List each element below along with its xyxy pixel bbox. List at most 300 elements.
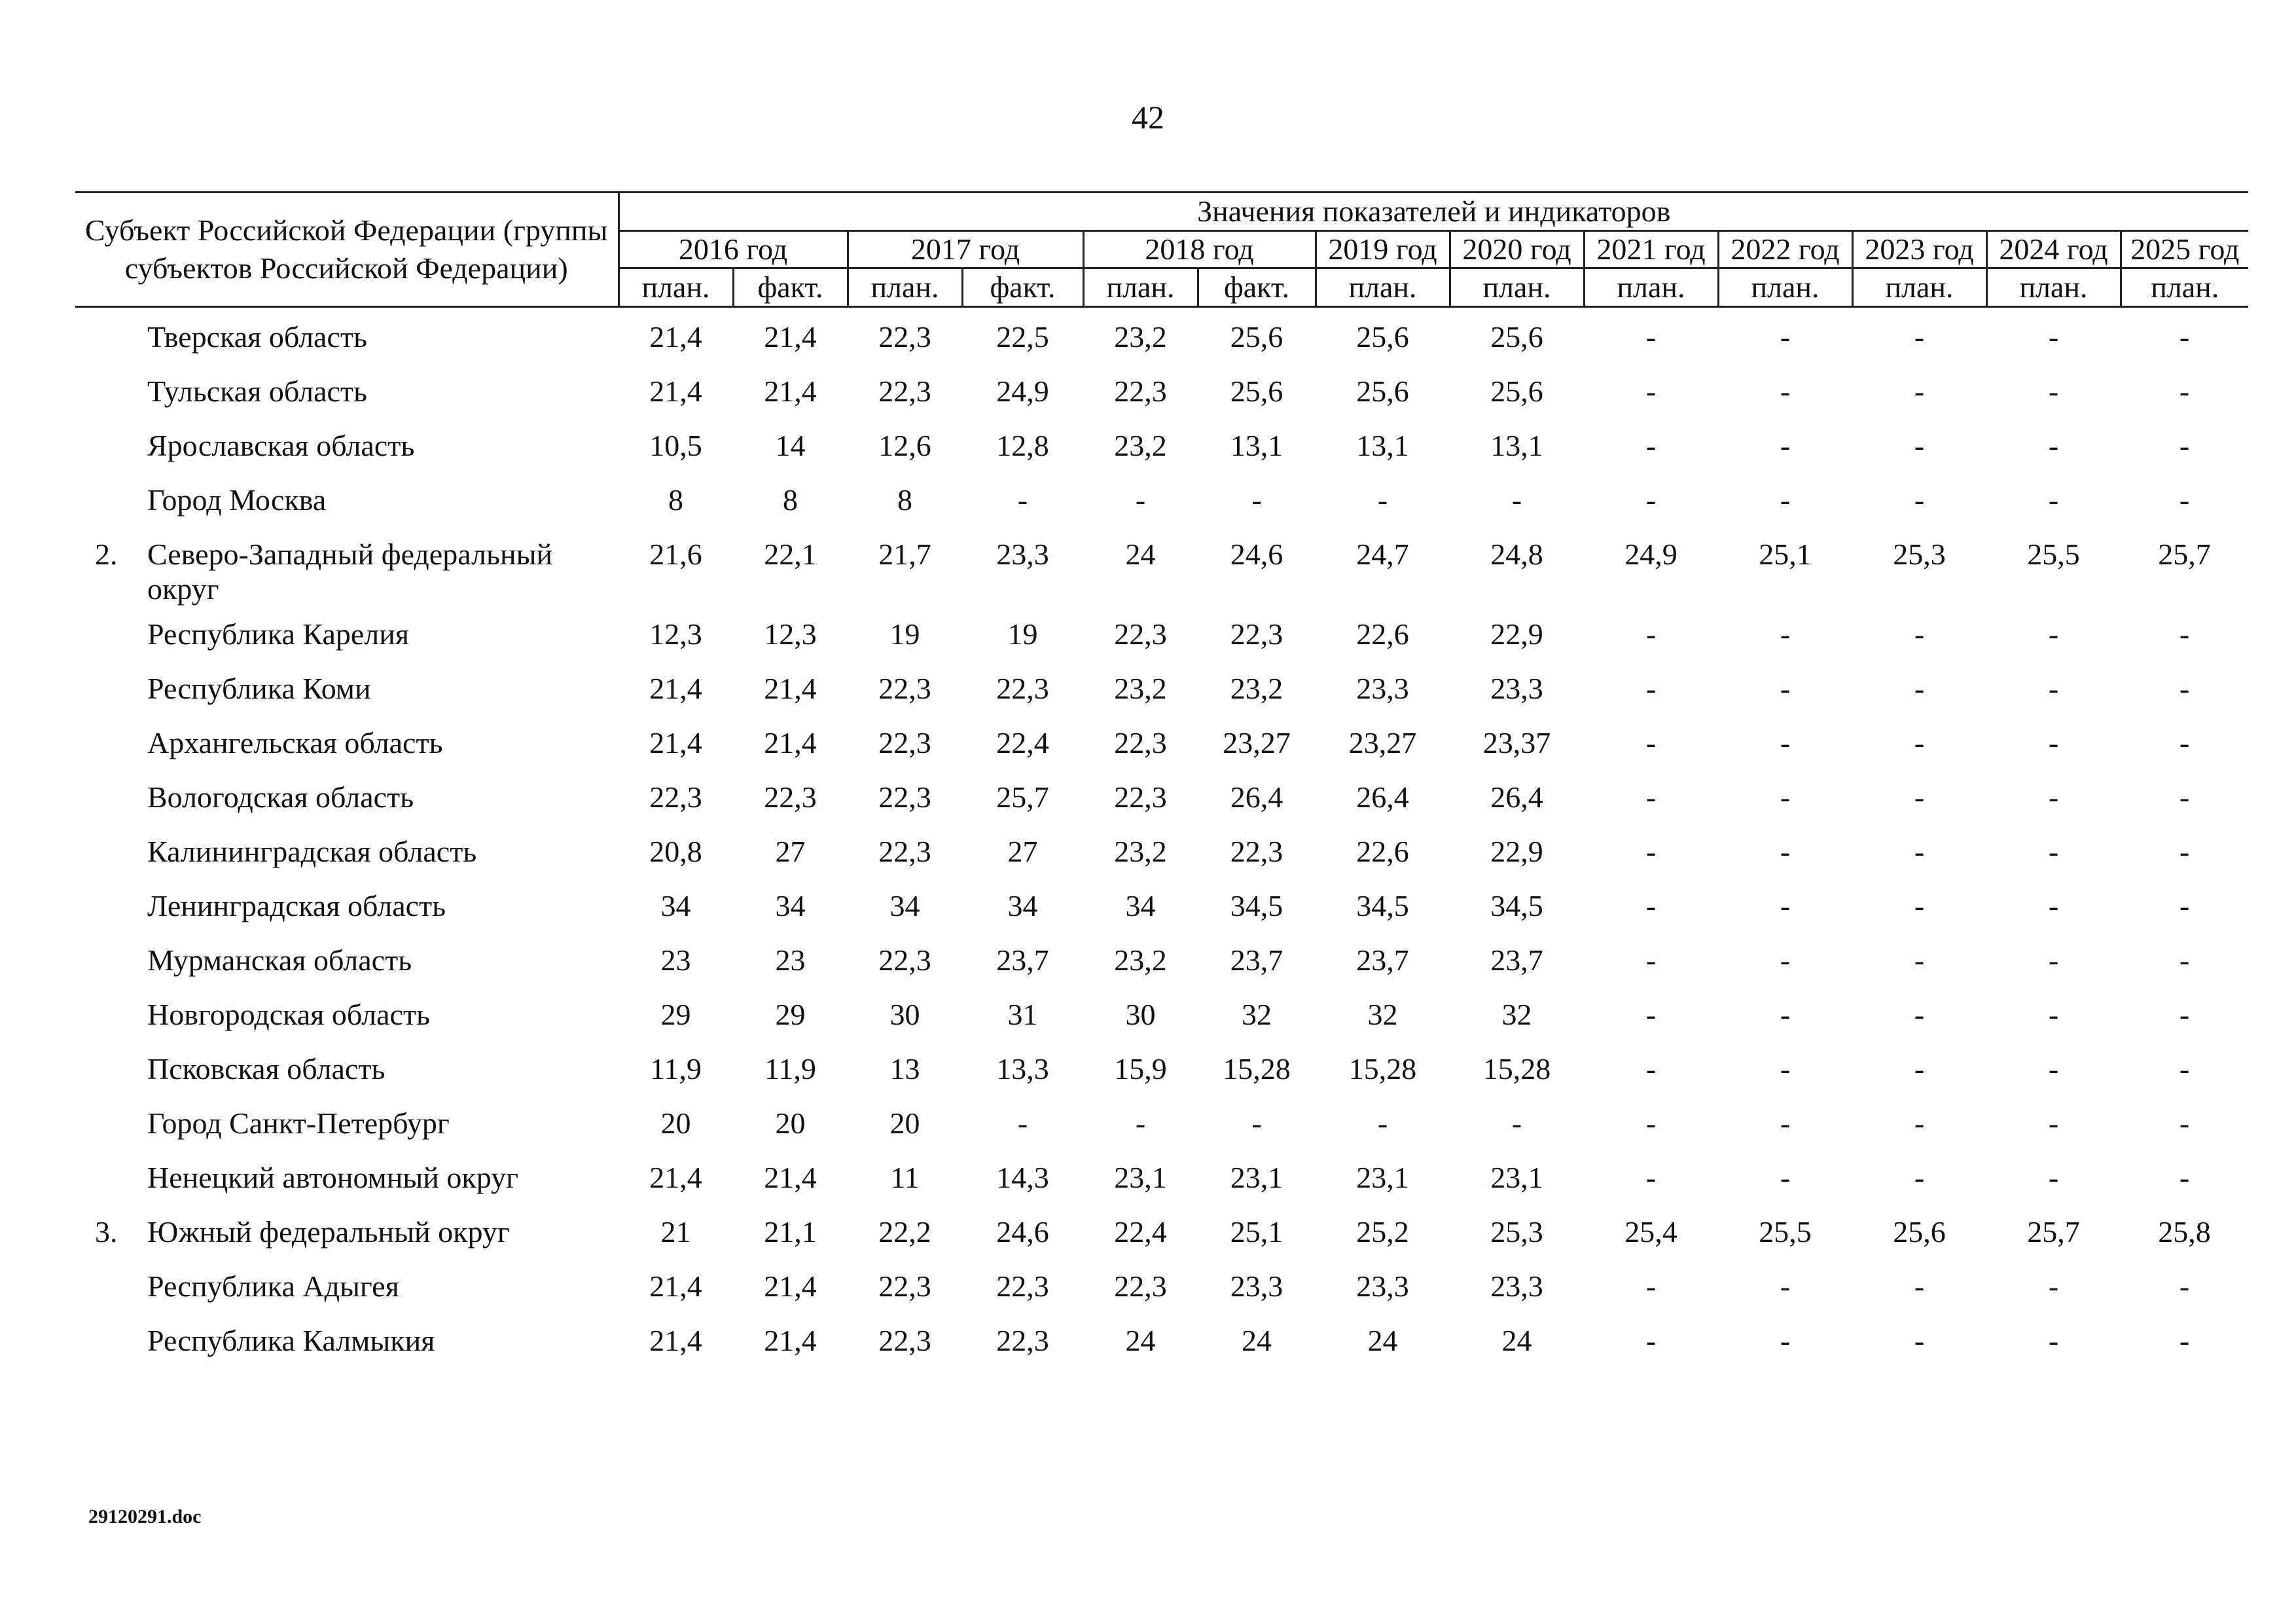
value-cell: - xyxy=(1914,1324,1925,1357)
value-cell: 23 xyxy=(660,943,691,977)
region-name: Вологодская область xyxy=(147,780,414,814)
value-cell: 22,3 xyxy=(1114,1269,1167,1303)
value-cell: 22,3 xyxy=(1114,617,1167,651)
value-cell: - xyxy=(2179,1106,2190,1140)
row-number xyxy=(75,1323,147,1377)
value-cell: 22,4 xyxy=(1114,1215,1167,1249)
table-row xyxy=(75,1160,2248,1214)
value-cell: 20 xyxy=(660,1106,691,1140)
table-row xyxy=(75,888,2248,943)
year-header: 2020 год xyxy=(1450,231,1584,268)
table-row xyxy=(75,1269,2248,1323)
value-cell: 22,3 xyxy=(1114,726,1167,759)
table-row xyxy=(75,537,2248,617)
value-cell: 29 xyxy=(660,998,691,1031)
value-cell: 25,5 xyxy=(1759,1215,1812,1249)
value-cell: 34 xyxy=(1007,889,1038,922)
value-cell: 24 xyxy=(1367,1324,1398,1357)
value-cell: 25,6 xyxy=(1230,374,1283,408)
value-cell: 23,2 xyxy=(1230,672,1283,705)
value-cell: 21,4 xyxy=(649,1269,702,1303)
value-cell: - xyxy=(1251,483,1262,517)
row-number xyxy=(75,943,147,997)
fact-header: факт. xyxy=(962,268,1083,307)
value-cell: 25,6 xyxy=(1356,320,1409,354)
value-cell: 25,7 xyxy=(996,780,1049,814)
region-name: Республика Адыгея xyxy=(147,1269,399,1303)
value-cell: - xyxy=(2048,780,2059,814)
value-cell: 12,3 xyxy=(764,617,817,651)
row-number xyxy=(75,483,147,537)
value-cell: - xyxy=(2048,429,2059,462)
region-name: Тульская область xyxy=(147,374,367,408)
plan-header: план. xyxy=(848,268,962,307)
value-cell: - xyxy=(1780,1324,1791,1357)
value-cell: 23,1 xyxy=(1230,1161,1283,1194)
row-number xyxy=(75,1160,147,1214)
value-cell: 24,9 xyxy=(1624,538,1677,571)
value-cell: - xyxy=(2179,320,2190,354)
year-header: 2022 год xyxy=(1718,231,1852,268)
value-cell: 21,4 xyxy=(764,374,817,408)
value-cell: 21,4 xyxy=(764,1161,817,1194)
value-cell: 23,2 xyxy=(1114,835,1167,868)
value-cell: 24,8 xyxy=(1490,538,1543,571)
region-name: Республика Калмыкия xyxy=(147,1324,435,1357)
value-cell: 34 xyxy=(889,889,920,922)
value-cell: - xyxy=(1135,483,1146,517)
row-number xyxy=(75,1269,147,1323)
value-cell: 25,6 xyxy=(1490,320,1543,354)
region-name: Ненецкий автономный округ xyxy=(147,1161,518,1194)
value-cell: - xyxy=(1645,672,1657,705)
value-cell: 11,9 xyxy=(650,1052,702,1085)
table-row xyxy=(75,997,2248,1051)
region-name: Республика Коми xyxy=(147,672,371,705)
value-cell: - xyxy=(2048,726,2059,759)
value-cell: - xyxy=(1780,1269,1791,1303)
value-cell: - xyxy=(1645,998,1657,1031)
value-cell: - xyxy=(1914,1269,1925,1303)
value-cell: 34,5 xyxy=(1490,889,1543,922)
value-cell: - xyxy=(1780,617,1791,651)
value-cell: 24 xyxy=(1242,1324,1272,1357)
value-cell: - xyxy=(1914,835,1925,868)
region-name: Ярославская область xyxy=(147,429,415,462)
value-cell: 22,4 xyxy=(996,726,1049,759)
value-cell: - xyxy=(1780,320,1791,354)
year-header: 2018 год xyxy=(1083,231,1316,268)
value-cell: 21,4 xyxy=(764,672,817,705)
row-number xyxy=(75,319,147,374)
value-cell: 25,1 xyxy=(1230,1215,1283,1249)
value-cell: 22,3 xyxy=(878,320,931,354)
value-cell: - xyxy=(2048,1052,2059,1085)
value-cell: 24 xyxy=(1125,1324,1156,1357)
table-row xyxy=(75,483,2248,537)
value-cell: 8 xyxy=(668,483,683,517)
region-name: Южный федеральный округ xyxy=(147,1215,510,1249)
value-cell: - xyxy=(1251,1106,1262,1140)
value-cell: - xyxy=(1914,429,1925,462)
value-cell: 22,3 xyxy=(878,835,931,868)
value-cell: 22,3 xyxy=(878,780,931,814)
value-cell: 15,9 xyxy=(1114,1052,1167,1085)
table-row xyxy=(75,1214,2248,1269)
value-cell: - xyxy=(1645,726,1657,759)
value-cell: 34,5 xyxy=(1356,889,1409,922)
value-cell: - xyxy=(1645,374,1657,408)
page-number: 42 xyxy=(1132,99,1164,136)
value-cell: 22,3 xyxy=(878,374,931,408)
value-cell: 25,6 xyxy=(1893,1215,1946,1249)
value-cell: 23,27 xyxy=(1223,726,1291,759)
value-cell: 10,5 xyxy=(649,429,702,462)
value-cell: - xyxy=(1914,1052,1925,1085)
value-cell: 21 xyxy=(660,1215,691,1249)
value-cell: - xyxy=(1377,1106,1388,1140)
value-cell: - xyxy=(1377,483,1388,517)
value-cell: - xyxy=(2048,1161,2059,1194)
value-cell: - xyxy=(1017,1106,1028,1140)
indicators-table xyxy=(75,191,2248,1377)
region-name: Республика Карелия xyxy=(147,617,410,651)
row-number: 3. xyxy=(95,1215,118,1249)
value-cell: 12,3 xyxy=(649,617,702,651)
value-cell: 23,7 xyxy=(1356,943,1409,977)
value-cell: - xyxy=(1780,374,1791,408)
value-cell: 22,6 xyxy=(1356,835,1409,868)
row-number xyxy=(75,617,147,671)
value-cell: - xyxy=(1645,1269,1657,1303)
year-header: 2021 год xyxy=(1584,231,1718,268)
plan-header: план. xyxy=(2121,268,2248,307)
year-header: 2016 год xyxy=(619,231,848,268)
value-cell: - xyxy=(1645,429,1657,462)
value-cell: - xyxy=(1780,1106,1791,1140)
value-cell: 24,9 xyxy=(996,374,1049,408)
value-cell: 12,6 xyxy=(878,429,931,462)
value-cell: 11,9 xyxy=(764,1052,816,1085)
value-cell: 21,7 xyxy=(878,538,931,571)
value-cell: 22,3 xyxy=(878,1269,931,1303)
value-cell: 12,8 xyxy=(996,429,1049,462)
value-cell: 25,5 xyxy=(2027,538,2080,571)
table-row xyxy=(75,1106,2248,1160)
value-cell: 34 xyxy=(1125,889,1156,922)
value-cell: - xyxy=(2048,835,2059,868)
value-cell: 22,3 xyxy=(996,672,1049,705)
value-cell: 13,1 xyxy=(1490,429,1543,462)
value-cell: 22,3 xyxy=(878,943,931,977)
value-cell: - xyxy=(2179,835,2190,868)
value-cell: 20 xyxy=(889,1106,920,1140)
value-cell: - xyxy=(2179,998,2190,1031)
value-cell: 19 xyxy=(889,617,920,651)
value-cell: - xyxy=(1645,320,1657,354)
table-row xyxy=(75,1323,2248,1377)
value-cell: 21,1 xyxy=(764,1215,817,1249)
value-cell: 20 xyxy=(775,1106,806,1140)
value-cell: 22,3 xyxy=(1230,835,1283,868)
value-cell: 22,3 xyxy=(1114,780,1167,814)
value-cell: - xyxy=(1780,1052,1791,1085)
value-cell: 21,4 xyxy=(764,320,817,354)
subject-column-header: Субъект Российской Федерации (группы субъектов Российской Федерации) xyxy=(75,192,619,307)
value-cell: 31 xyxy=(1007,998,1038,1031)
value-cell: - xyxy=(1645,1161,1657,1194)
value-cell: 25,4 xyxy=(1624,1215,1677,1249)
value-cell: 34,5 xyxy=(1230,889,1283,922)
year-header: 2025 год xyxy=(2121,231,2248,268)
value-cell: 27 xyxy=(775,835,806,868)
plan-header: план. xyxy=(1986,268,2121,307)
row-number xyxy=(75,1051,147,1106)
value-cell: - xyxy=(1780,483,1791,517)
value-cell: 24 xyxy=(1501,1324,1532,1357)
year-header: 2019 год xyxy=(1316,231,1450,268)
value-cell: - xyxy=(2048,672,2059,705)
table-row xyxy=(75,780,2248,834)
value-cell: - xyxy=(1645,1052,1657,1085)
value-cell: 30 xyxy=(889,998,920,1031)
value-cell: - xyxy=(1780,1161,1791,1194)
value-cell: 25,2 xyxy=(1356,1215,1409,1249)
value-cell: 23,7 xyxy=(996,943,1049,977)
value-cell: - xyxy=(2179,780,2190,814)
value-cell: 23,2 xyxy=(1114,672,1167,705)
value-cell: - xyxy=(2179,943,2190,977)
value-cell: - xyxy=(1017,483,1028,517)
value-cell: 23,3 xyxy=(996,538,1049,571)
value-cell: 22,2 xyxy=(878,1215,931,1249)
region-name: Псковская область xyxy=(147,1052,386,1085)
table-row xyxy=(75,374,2248,428)
value-cell: 29 xyxy=(775,998,806,1031)
value-cell: 21,6 xyxy=(649,538,702,571)
row-number xyxy=(75,1106,147,1160)
table-row xyxy=(75,834,2248,888)
value-cell: 15,28 xyxy=(1482,1052,1551,1085)
value-cell: 34 xyxy=(775,889,806,922)
region-name: Архангельская область xyxy=(147,726,443,759)
year-header: 2017 год xyxy=(848,231,1083,268)
value-cell: 26,4 xyxy=(1356,780,1409,814)
row-number xyxy=(75,888,147,943)
value-cell: 26,4 xyxy=(1230,780,1283,814)
region-name: Калининградская область xyxy=(147,835,477,868)
value-cell: 21,4 xyxy=(649,1324,702,1357)
row-number xyxy=(75,780,147,834)
value-cell: - xyxy=(2048,1106,2059,1140)
value-cell: 13,1 xyxy=(1230,429,1283,462)
region-name: Мурманская область xyxy=(147,943,412,977)
value-cell: 8 xyxy=(783,483,798,517)
value-cell: 22,1 xyxy=(764,538,817,571)
row-number xyxy=(75,374,147,428)
value-cell: 20,8 xyxy=(649,835,702,868)
value-cell: 22,3 xyxy=(764,780,817,814)
value-cell: - xyxy=(2048,374,2059,408)
region-name: Город Москва xyxy=(147,483,327,517)
value-cell: 23,2 xyxy=(1114,429,1167,462)
fact-header: факт. xyxy=(1198,268,1316,307)
table-row xyxy=(75,943,2248,997)
value-cell: 25,6 xyxy=(1490,374,1543,408)
table-row xyxy=(75,319,2248,374)
value-cell: 32 xyxy=(1367,998,1398,1031)
table-row xyxy=(75,428,2248,483)
value-cell: 34 xyxy=(660,889,691,922)
table-body xyxy=(75,307,2248,1378)
value-cell: - xyxy=(1914,780,1925,814)
value-cell: - xyxy=(1914,672,1925,705)
row-number xyxy=(75,997,147,1051)
table-row xyxy=(75,1051,2248,1106)
row-number: 2. xyxy=(95,538,118,571)
value-cell: 23,3 xyxy=(1490,1269,1543,1303)
value-cell: - xyxy=(1645,1106,1657,1140)
row-number xyxy=(75,671,147,725)
value-cell: - xyxy=(1914,374,1925,408)
value-cell: 30 xyxy=(1125,998,1156,1031)
region-name: Город Санкт-Петербург xyxy=(147,1106,450,1140)
value-cell: - xyxy=(1780,943,1791,977)
value-cell: 24 xyxy=(1125,538,1156,571)
value-cell: 23,2 xyxy=(1114,320,1167,354)
value-cell: 14 xyxy=(775,429,806,462)
value-cell: 25,3 xyxy=(1490,1215,1543,1249)
plan-header: план. xyxy=(1316,268,1450,307)
value-cell: 21,4 xyxy=(649,672,702,705)
value-cell: - xyxy=(2179,889,2190,922)
value-cell: - xyxy=(1914,617,1925,651)
value-cell: - xyxy=(1780,429,1791,462)
value-cell: 23 xyxy=(775,943,806,977)
value-cell: - xyxy=(2048,998,2059,1031)
row-number xyxy=(75,834,147,888)
plan-header: план. xyxy=(1718,268,1852,307)
value-cell: 22,3 xyxy=(1230,617,1283,651)
value-cell: 22,3 xyxy=(649,780,702,814)
value-cell: - xyxy=(2048,1269,2059,1303)
plan-header: план. xyxy=(1584,268,1718,307)
value-cell: 23,3 xyxy=(1490,672,1543,705)
value-cell: 23,7 xyxy=(1230,943,1283,977)
value-cell: - xyxy=(1780,889,1791,922)
value-cell: 23,3 xyxy=(1356,1269,1409,1303)
value-cell: - xyxy=(2048,483,2059,517)
value-cell: - xyxy=(1645,483,1657,517)
value-cell: - xyxy=(2048,320,2059,354)
value-cell: 21,4 xyxy=(764,1324,817,1357)
value-cell: - xyxy=(2048,1324,2059,1357)
plan-header: план. xyxy=(619,268,733,307)
value-cell: 15,28 xyxy=(1223,1052,1291,1085)
table-header xyxy=(75,192,2248,307)
value-cell: 13,1 xyxy=(1356,429,1409,462)
value-cell: 22,3 xyxy=(878,726,931,759)
value-cell: 21,4 xyxy=(764,1269,817,1303)
value-cell: - xyxy=(1645,617,1657,651)
value-cell: 23,2 xyxy=(1114,943,1167,977)
values-title: Значения показателей и индикаторов xyxy=(619,192,2248,231)
value-cell: 19 xyxy=(1007,617,1038,651)
value-cell: - xyxy=(2179,1269,2190,1303)
value-cell: 25,6 xyxy=(1230,320,1283,354)
value-cell: - xyxy=(1780,726,1791,759)
value-cell: 22,6 xyxy=(1356,617,1409,651)
value-cell: - xyxy=(2179,617,2190,651)
value-cell: 21,4 xyxy=(649,320,702,354)
value-cell: - xyxy=(1780,780,1791,814)
value-cell: - xyxy=(1135,1106,1146,1140)
value-cell: - xyxy=(1780,672,1791,705)
value-cell: - xyxy=(1645,835,1657,868)
fact-header: факт. xyxy=(733,268,848,307)
value-cell: 23,37 xyxy=(1482,726,1551,759)
value-cell: - xyxy=(1511,483,1522,517)
value-cell: - xyxy=(1645,889,1657,922)
plan-header: план. xyxy=(1083,268,1198,307)
value-cell: - xyxy=(2179,672,2190,705)
value-cell: 13,3 xyxy=(996,1052,1049,1085)
year-header: 2024 год xyxy=(1986,231,2121,268)
value-cell: - xyxy=(1914,943,1925,977)
value-cell: 22,3 xyxy=(878,672,931,705)
value-cell: 24,6 xyxy=(996,1215,1049,1249)
value-cell: - xyxy=(1914,889,1925,922)
value-cell: 24,6 xyxy=(1230,538,1283,571)
value-cell: 21,4 xyxy=(649,374,702,408)
value-cell: 32 xyxy=(1501,998,1532,1031)
value-cell: 11 xyxy=(890,1161,920,1194)
value-cell: 23,27 xyxy=(1348,726,1417,759)
row-number xyxy=(75,428,147,483)
value-cell: 21,4 xyxy=(764,726,817,759)
value-cell: 25,1 xyxy=(1759,538,1812,571)
region-name: Тверская область xyxy=(147,320,367,354)
row-number xyxy=(75,725,147,780)
value-cell: - xyxy=(1914,1106,1925,1140)
value-cell: - xyxy=(2179,1161,2190,1194)
value-cell: - xyxy=(2179,374,2190,408)
value-cell: - xyxy=(1645,943,1657,977)
value-cell: 8 xyxy=(897,483,912,517)
value-cell: 32 xyxy=(1242,998,1272,1031)
value-cell: - xyxy=(1914,998,1925,1031)
value-cell: 14,3 xyxy=(996,1161,1049,1194)
value-cell: 15,28 xyxy=(1348,1052,1417,1085)
value-cell: - xyxy=(2179,483,2190,517)
value-cell: - xyxy=(2048,617,2059,651)
value-cell: - xyxy=(1645,780,1657,814)
value-cell: 22,5 xyxy=(996,320,1049,354)
value-cell: 25,6 xyxy=(1356,374,1409,408)
plan-header: план. xyxy=(1852,268,1986,307)
region-name: Северо-Западный федеральный округ xyxy=(147,538,553,606)
value-cell: 24,7 xyxy=(1356,538,1409,571)
value-cell: 13 xyxy=(889,1052,920,1085)
value-cell: - xyxy=(1914,726,1925,759)
value-cell: 25,3 xyxy=(1893,538,1946,571)
value-cell: 23,1 xyxy=(1114,1161,1167,1194)
table-row xyxy=(75,725,2248,780)
value-cell: 25,7 xyxy=(2158,538,2211,571)
value-cell: 23,7 xyxy=(1490,943,1543,977)
table-row xyxy=(75,671,2248,725)
value-cell: - xyxy=(1511,1106,1522,1140)
